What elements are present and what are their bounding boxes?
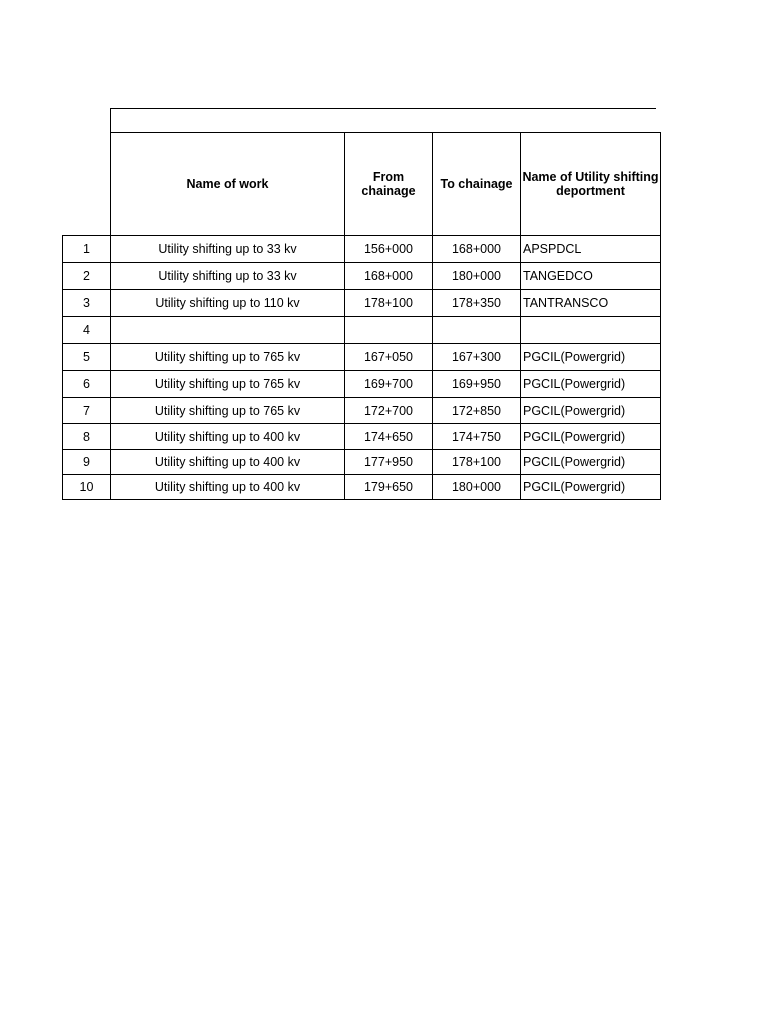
cell-from-chainage: 179+650 xyxy=(345,475,433,500)
header-sl-no xyxy=(63,133,111,236)
cell-sl-no: 3 xyxy=(63,290,111,317)
table-row xyxy=(63,475,661,500)
cell-department: APSPDCL xyxy=(521,236,661,263)
cell-department: TANGEDCO xyxy=(521,263,661,290)
table-row xyxy=(63,450,661,475)
cell-department: PGCIL(Powergrid) xyxy=(521,398,661,424)
cell-sl-no: 8 xyxy=(63,424,111,450)
cell-to-chainage: 180+000 xyxy=(433,263,521,290)
cell-sl-no: 7 xyxy=(63,398,111,424)
cell-department: PGCIL(Powergrid) xyxy=(521,424,661,450)
cell-name-of-work: Utility shifting up to 765 kv xyxy=(111,344,345,371)
cell-name-of-work: Utility shifting up to 110 kv xyxy=(111,290,345,317)
blank-title-row xyxy=(110,108,656,133)
cell-name-of-work: Utility shifting up to 33 kv xyxy=(111,263,345,290)
table-row xyxy=(63,371,661,398)
cell-from-chainage: 177+950 xyxy=(345,450,433,475)
cell-name-of-work: Utility shifting up to 765 kv xyxy=(111,371,345,398)
cell-sl-no: 4 xyxy=(63,317,111,344)
cell-from-chainage: 172+700 xyxy=(345,398,433,424)
cell-department: PGCIL(Powergrid) xyxy=(521,344,661,371)
header-utility-department: Name of Utility shifting deportment xyxy=(521,133,661,236)
cell-to-chainage: 174+750 xyxy=(433,424,521,450)
cell-department: PGCIL(Powergrid) xyxy=(521,371,661,398)
header-to-chainage: To chainage xyxy=(433,133,521,236)
cell-to-chainage: 167+300 xyxy=(433,344,521,371)
cell-to-chainage: 172+850 xyxy=(433,398,521,424)
cell-name-of-work: Utility shifting up to 400 kv xyxy=(111,450,345,475)
cell-sl-no: 2 xyxy=(63,263,111,290)
cell-name-of-work: Utility shifting up to 33 kv xyxy=(111,236,345,263)
cell-to-chainage: 168+000 xyxy=(433,236,521,263)
table-row xyxy=(63,290,661,317)
cell-name-of-work: Utility shifting up to 400 kv xyxy=(111,424,345,450)
cell-sl-no: 5 xyxy=(63,344,111,371)
utility-shifting-table xyxy=(62,132,661,500)
table-row xyxy=(63,424,661,450)
header-name-of-work: Name of work xyxy=(111,133,345,236)
cell-name-of-work: Utility shifting up to 765 kv xyxy=(111,398,345,424)
cell-department xyxy=(521,317,661,344)
cell-sl-no: 1 xyxy=(63,236,111,263)
table-row xyxy=(63,263,661,290)
cell-from-chainage: 156+000 xyxy=(345,236,433,263)
cell-sl-no: 10 xyxy=(63,475,111,500)
cell-department: PGCIL(Powergrid) xyxy=(521,475,661,500)
cell-from-chainage: 168+000 xyxy=(345,263,433,290)
table-header-row xyxy=(63,133,661,236)
cell-from-chainage: 167+050 xyxy=(345,344,433,371)
cell-from-chainage: 178+100 xyxy=(345,290,433,317)
table-body xyxy=(63,236,661,500)
table-row xyxy=(63,398,661,424)
cell-from-chainage: 169+700 xyxy=(345,371,433,398)
cell-name-of-work xyxy=(111,317,345,344)
cell-to-chainage: 169+950 xyxy=(433,371,521,398)
table-row xyxy=(63,236,661,263)
cell-department: TANTRANSCO xyxy=(521,290,661,317)
cell-department: PGCIL(Powergrid) xyxy=(521,450,661,475)
cell-to-chainage: 178+350 xyxy=(433,290,521,317)
table-row xyxy=(63,317,661,344)
cell-to-chainage: 178+100 xyxy=(433,450,521,475)
cell-from-chainage: 174+650 xyxy=(345,424,433,450)
cell-sl-no: 9 xyxy=(63,450,111,475)
header-from-chainage: From chainage xyxy=(345,133,433,236)
cell-from-chainage xyxy=(345,317,433,344)
cell-sl-no: 6 xyxy=(63,371,111,398)
table-row xyxy=(63,344,661,371)
cell-name-of-work: Utility shifting up to 400 kv xyxy=(111,475,345,500)
cell-to-chainage: 180+000 xyxy=(433,475,521,500)
cell-to-chainage xyxy=(433,317,521,344)
